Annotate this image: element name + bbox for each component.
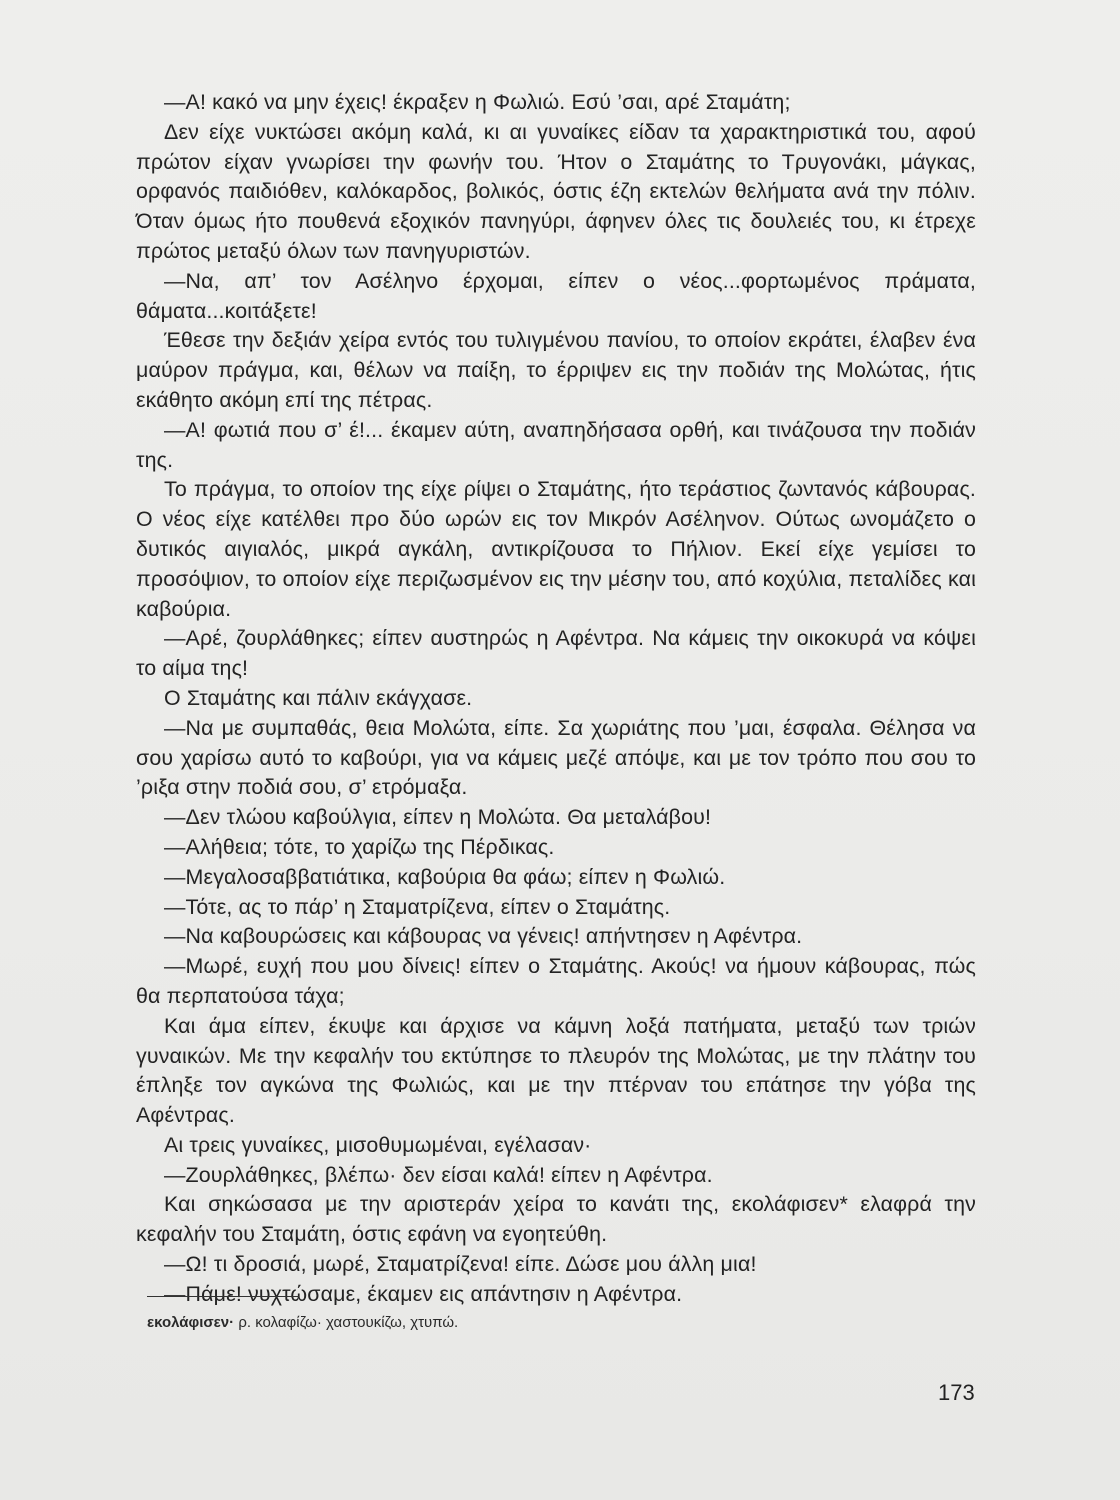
paragraph: —Α! φωτιά που σ’ έ!... έκαμεν αύτη, αναπηδήσασα ορθή, και τινάζουσα την ποδιάν της. [136, 417, 976, 472]
paragraph: —Τότε, ας το πάρ’ η Σταματρίζενα, είπεν ο Σταμάτης. [164, 894, 671, 919]
paragraph: Αι τρεις γυναίκες, μισοθυμωμέναι, εγέλασαν· [164, 1132, 592, 1157]
paragraph: —Να καβουρώσεις και κάβουρας να γένεις! απήντησεν η Αφέντρα. [164, 924, 803, 949]
footnote-definition: ρ. κολαφίζω· χαστουκίζω, χτυπώ. [234, 1314, 459, 1331]
paragraph: Το πράγμα, το οποίον της είχε ρίψει ο Σταμάτης, ήτο τεράστιος ζωντανός κάβουρας. Ο νέος είχε κατέλθει προ δύο ωρών εις τον Μικρόν Ασέληνον. Ούτως ωνομάζετο ο δυτικός αιγιαλός, μικρά αγκάλη, αντικρίζουσα το Πήλιον. Εκεί είχε γεμίσει το προσόψιον, το οποίον είχε περιζωσμένον εις την μέσην του, από κοχύλια, πεταλίδες και καβούρια. [136, 477, 976, 621]
paragraph: Δεν είχε νυκτώσει ακόμη καλά, κι αι γυναίκες είδαν τα χαρακτηριστικά του, αφού πρώτον είχαν γνωρίσει την φωνήν του. Ήτον ο Σταμάτης το Τρυγονάκι, μάγκας, ορφανός παιδιόθεν, καλόκαρδος, βολικός, όστις έζη εκτελών θελήματα ανά την πόλιν. Όταν όμως ήτο πουθενά εξοχικόν πανηγύρι, άφηνεν όλες τις δουλειές του, κι έτρεχε πρώτος μεταξύ όλων των πανηγυριστών. [136, 119, 976, 263]
paragraph: —Ζουρλάθηκες, βλέπω· δεν είσαι καλά! είπεν η Αφέντρα. [164, 1162, 713, 1187]
paragraph: —Αλήθεια; τότε, το χαρίζω της Πέρδικας. [164, 834, 555, 859]
footnote-term: εκολάφισεν· [147, 1314, 235, 1331]
page-number: 173 [938, 1380, 975, 1405]
paragraph: Έθεσε την δεξιάν χείρα εντός του τυλιγμένου πανίου, το οποίον εκράτει, έλαβεν ένα μαύρον πράγμα, και, θέλων να παίξη, το έρριψεν εις την ποδιάν της Μολώτας, ήτις εκάθητο ακόμη επί της πέτρας. [136, 328, 976, 412]
paragraph: —Α! κακό να μην έχεις! έκραξεν η Φωλιώ. Εσύ ’σαι, αρέ Σταμάτη; [164, 90, 791, 114]
paragraph: —Μεγαλοσαββατιάτικα, καβούρια θα φάω; είπεν η Φωλιώ. [164, 864, 726, 889]
paragraph: —Πάμε! νυχτώσαμε, έκαμεν εις απάντησιν η Αφέντρα. [164, 1281, 683, 1306]
paragraph: —Να, απ’ τον Ασέληνο έρχομαι, είπεν ο νέος...φορτωμένος πράματα, θάματα...κοιτάξετε! [136, 268, 976, 323]
paragraph: —Ω! τι δροσιά, μωρέ, Σταματρίζενα! είπε. Δώσε μου άλλη μια! [164, 1252, 757, 1277]
paragraph: —Δεν τλώου καβούλγια, είπεν η Μολώτα. Θα μεταλάβου! [164, 805, 712, 830]
paragraph: —Μωρέ, ευχή που μου δίνεις! είπεν ο Σταμάτης. Ακούς! να ήμουν κάβουρας, πώς θα περπατούσα τάχα; [136, 954, 976, 1008]
footnote [147, 1313, 458, 1333]
paragraph: —Αρέ, ζουρλάθηκες; είπεν αυστηρώς η Αφέντρα. Να κάμεις την οικοκυρά να κόψει το αίμα της! [136, 626, 976, 681]
paragraph: Και σηκώσασα με την αριστεράν χείρα το κανάτι της, εκολάφισεν* ελαφρά την κεφαλήν του Σταμάτη, όστις εφάνη να εγοητεύθη. [136, 1192, 976, 1247]
footnote-divider [147, 1296, 299, 1297]
body-text [136, 88, 976, 1310]
paragraph: —Να με συμπαθάς, θεια Μολώτα, είπε. Σα χωριάτης που ’μαι, έσφαλα. Θέλησα να σου χαρίσω αυτό το καβούρι, για να κάμεις μεζέ απόψε, και με τον τρόπο που σου το ’ριξα στην ποδιά σου, σ’ ετρόμαξα. [136, 715, 976, 800]
paragraph: Ο Σταμάτης και πάλιν εκάγχασε. [164, 685, 473, 710]
paragraph: Και άμα είπεν, έκυψε και άρχισε να κάμνη λοξά πατήματα, μεταξύ των τριών γυναικών. Με την κεφαλήν του εκτύπησε το πλευρόν της Μολώτας, με την πλάτην του έπληξε τον αγκώνα της Φωλιώς, και με την πτέρναν του επάτησε την γόβα της Αφέντρας. [136, 1013, 976, 1128]
